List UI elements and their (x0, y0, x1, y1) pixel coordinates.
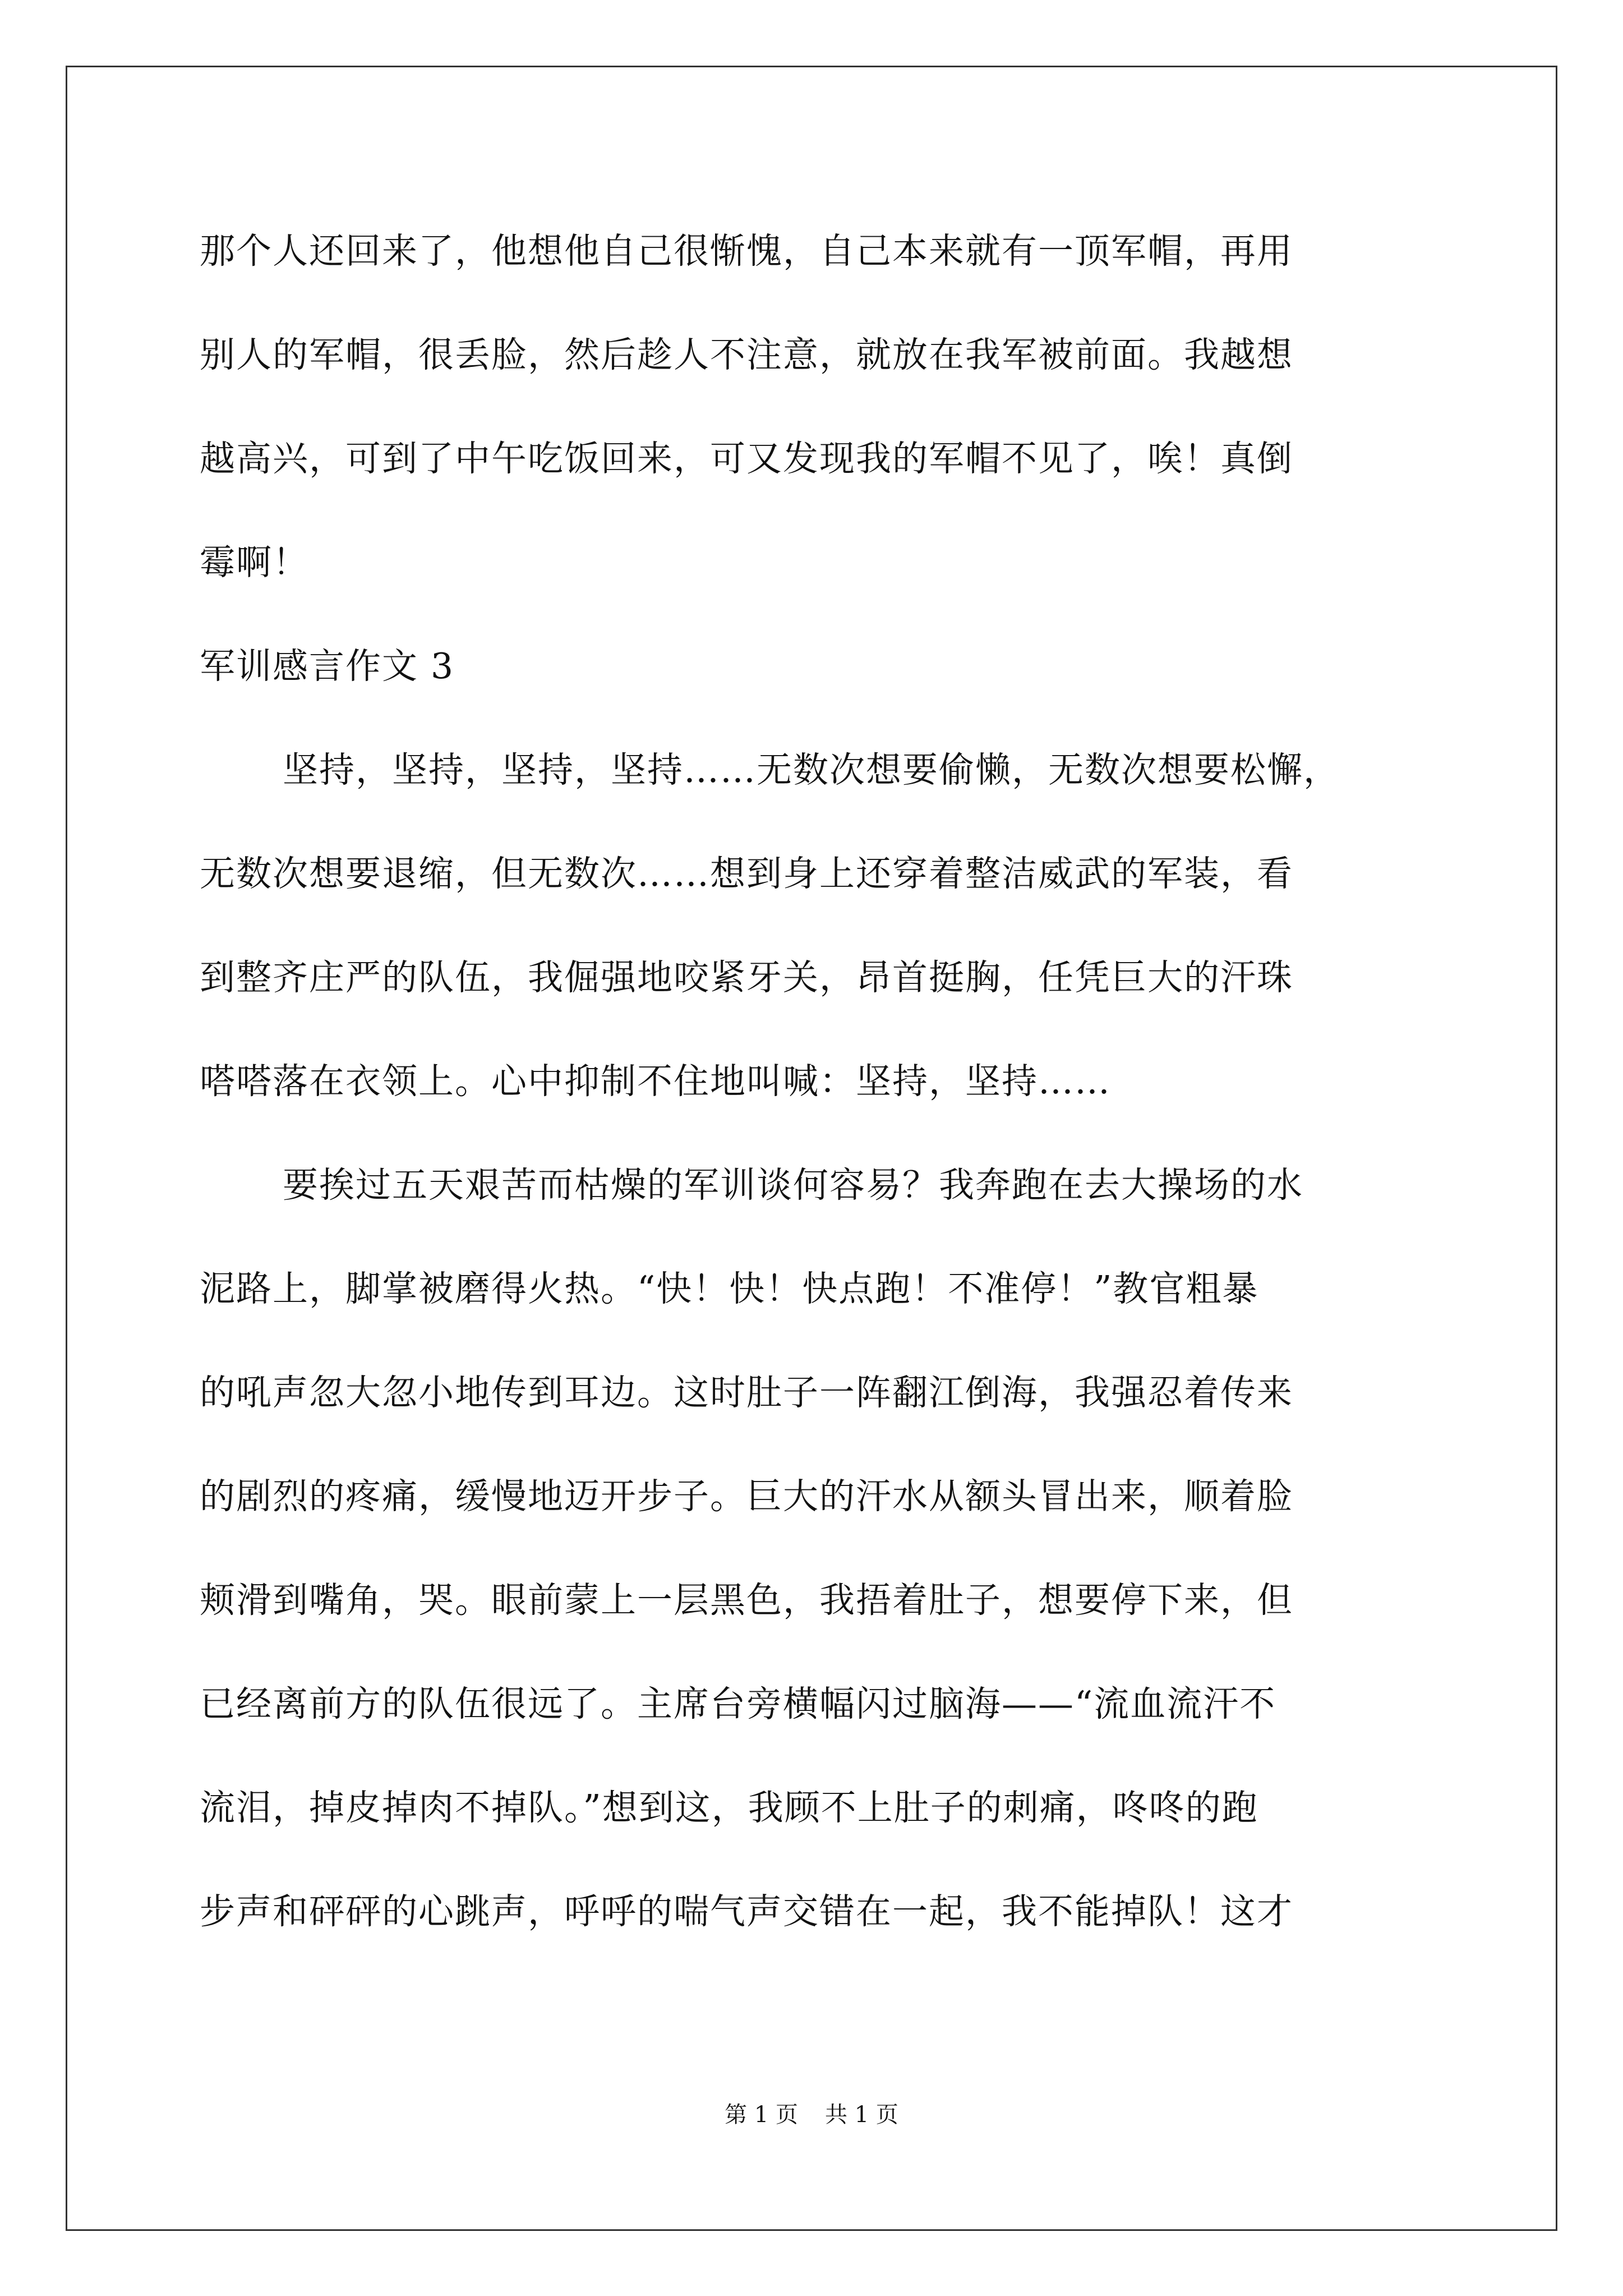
paragraph-line: 的吼声忽大忽小地传到耳边。这时肚子一阵翻江倒海，我强忍着传来 (200, 1372, 1293, 1413)
page-total: 共 1 页 (825, 2102, 898, 2128)
paragraph-line: 泥路上，脚掌被磨得火热。“快！快！快点跑！不准停！”教官粗暴 (200, 1268, 1259, 1309)
page-number: 第 1 页 (725, 2102, 798, 2128)
paragraph-line: 越高兴，可到了中午吃饭回来，可又发现我的军帽不见了，唉！真倒 (200, 438, 1293, 479)
paragraph-line: 坚持，坚持，坚持，坚持……无数次想要偷懒，无数次想要松懈， (283, 749, 1340, 790)
paragraph-line: 嗒嗒落在衣领上。心中抑制不住地叫喊：坚持，坚持…… (200, 1061, 1111, 1102)
paragraph-line: 流泪，掉皮掉肉不掉队。”想到这，我顾不上肚子的刺痛，咚咚的跑 (200, 1787, 1258, 1828)
paragraph-line: 那个人还回来了，他想他自己很惭愧，自己本来就有一顶军帽，再用 (200, 231, 1293, 272)
paragraph-line: 颊滑到嘴角，哭。眼前蒙上一层黑色，我捂着肚子，想要停下来，但 (200, 1580, 1293, 1621)
paragraph-line: 的剧烈的疼痛，缓慢地迈开步子。巨大的汗水从额头冒出来，顺着脸 (200, 1476, 1293, 1517)
paragraph-line: 别人的军帽，很丢脸，然后趁人不注意，就放在我军被前面。我越想 (200, 334, 1293, 375)
paragraph-line: 霉啊！ (200, 542, 309, 583)
page-footer (0, 2098, 1623, 2132)
paragraph-line: 无数次想要退缩，但无数次……想到身上还穿着整洁威武的军装，看 (200, 853, 1293, 894)
section-heading: 军训感言作文 3 (200, 646, 455, 687)
paragraph-line: 要挨过五天艰苦而枯燥的军训谈何容易？我奔跑在去大操场的水 (283, 1165, 1303, 1205)
paragraph-line: 到整齐庄严的队伍，我倔强地咬紧牙关，昂首挺胸，任凭巨大的汗珠 (200, 957, 1293, 998)
paragraph-line: 步声和砰砰的心跳声，呼呼的喘气声交错在一起，我不能掉队！这才 (200, 1891, 1293, 1932)
paragraph-line: 已经离前方的队伍很远了。主席台旁横幅闪过脑海——“流血流汗不 (200, 1683, 1276, 1724)
